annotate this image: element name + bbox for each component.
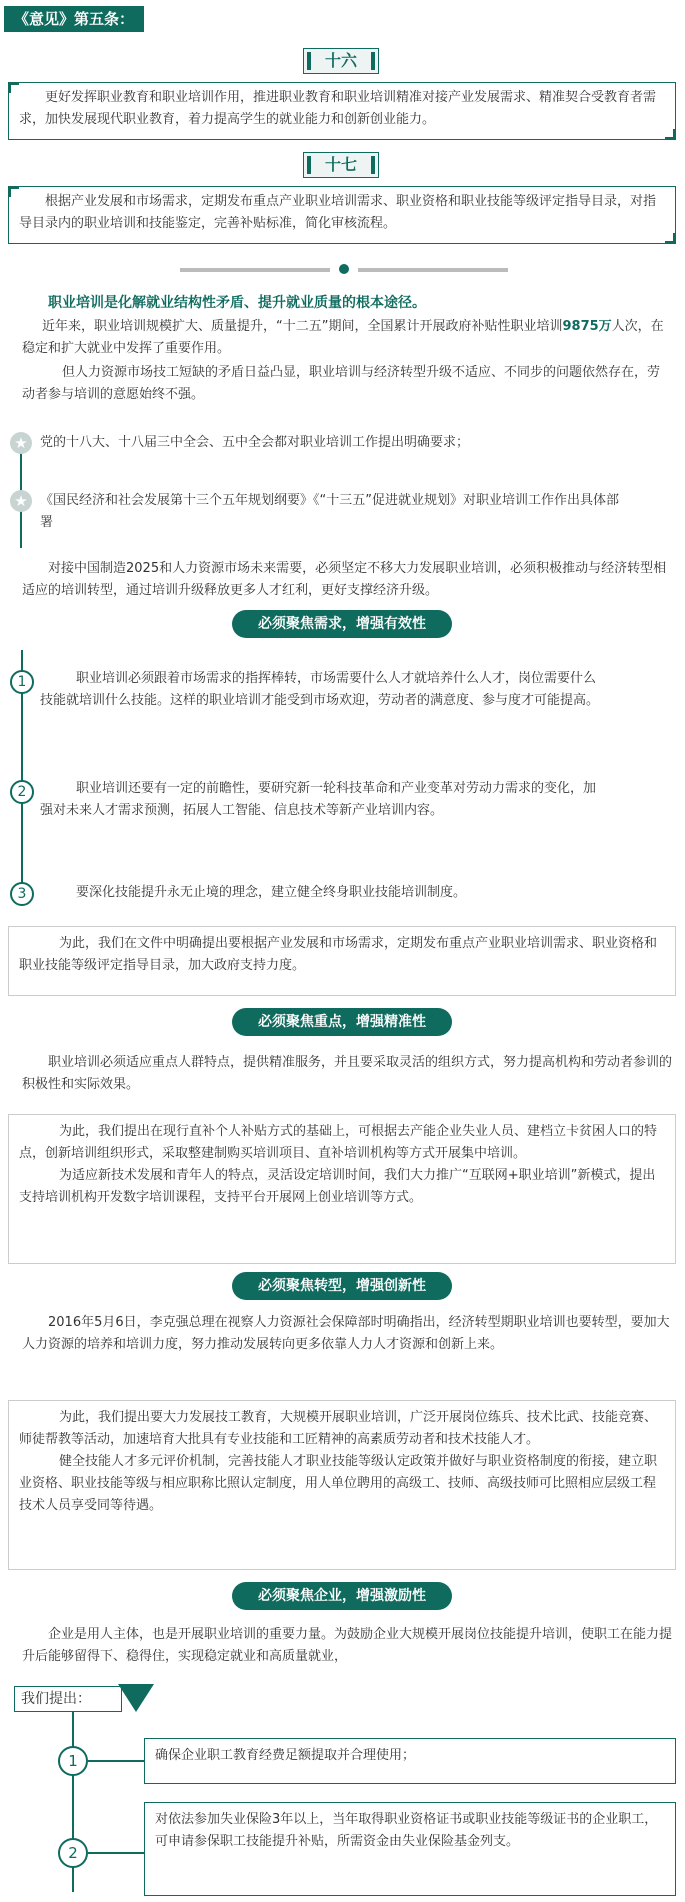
section-2-box-paragraph-1: 为此，我们提出在现行直补个人补贴方式的基础上，可根据去产能企业失业人员、建档立卡贫困人口的特点，创新培训组织形式，采取整建制购买培训项目、直补培训机构等方式开展集中培训。 xyxy=(19,1124,658,1161)
section-2-paragraph: 职业培训必须适应重点人群特点，提供精准服务，并且要采取灵活的组织方式，努力提高机构和劳动者参训的积极性和实际效果。 xyxy=(22,1055,673,1092)
connector-line xyxy=(88,1760,144,1762)
section-1-heading: 必须聚焦需求，增强有效性 xyxy=(232,610,452,638)
divider-dot xyxy=(339,264,349,274)
section-4-item-1: 确保企业职工教育经费足额提取并合理使用； xyxy=(144,1738,676,1784)
list-number: 1 xyxy=(10,670,34,694)
section-4-item-2: 对依法参加失业保险3年以上，当年取得职业资格证书或职业技能等级证书的企业职工，可申请参保职工技能提升补贴，所需资金由失业保险基金列支。 xyxy=(144,1802,676,1896)
list-number: 2 xyxy=(58,1838,88,1868)
section-1-item-1: 职业培训必须跟着市场需求的指挥棒转，市场需要什么人才就培养什么人才，岗位需要什么技能就培训什么技能。这样的职业培训才能受到市场欢迎，劳动者的满意度、参与度才可能提高。 xyxy=(40,671,600,708)
divider-left xyxy=(180,268,330,272)
section-2-heading: 必须聚焦重点，增强精准性 xyxy=(232,1008,452,1036)
section-1-box: 为此，我们在文件中明确提出要根据产业发展和市场需求，定期发布重点产业职业培训需求、职业资格和职业技能等级评定指导目录，加大政府支持力度。 xyxy=(8,926,676,996)
item-16-tag: 十六 xyxy=(303,48,379,74)
connector-line xyxy=(88,1852,144,1854)
section-4-heading: 必须聚焦企业，增强激励性 xyxy=(232,1582,452,1610)
section-3-paragraph: 2016年5月6日，李克强总理在视察人力资源社会保障部时明确指出，经济转型期职业培训也要转型，要加大人力资源的培养和培训力度，努力推动发展转向更多依靠人力人才资源和创新上来。 xyxy=(22,1315,670,1352)
intro-paragraph-2: 但人力资源市场技工短缺的矛盾日益凸显，职业培训与经济转型升级不适应、不同步的问题依然存在，劳动者参与培训的意愿始终不强。 xyxy=(22,365,661,402)
section-3-box-paragraph-2: 健全技能人才多元评价机制，完善技能人才职业技能等级认定政策并做好与职业资格制度的衔接，建立职业资格、职业技能等级与相应职称比照认定制度，用人单位聘用的高级工、技师、高级技师可比照相应层级工程技术人员享受同等待遇。 xyxy=(19,1454,658,1513)
section-2-box xyxy=(8,1114,676,1264)
section-1-item-2: 职业培训还要有一定的前瞻性，要研究新一轮科技革命和产业变革对劳动力需求的变化，加强对未来人才需求预测，拓展人工智能、信息技术等新产业培训内容。 xyxy=(40,781,597,818)
section-3-heading: 必须聚焦转型，增强创新性 xyxy=(232,1272,452,1300)
page-title: 《意见》第五条： xyxy=(4,6,144,32)
section-3-box xyxy=(8,1400,676,1570)
star-icon: ★ xyxy=(10,432,32,454)
we-propose-tag: 我们提出： xyxy=(14,1686,122,1712)
section-2-box-paragraph-2: 为适应新技术发展和青年人的特点，灵活设定培训时间，我们大力推广“互联网+职业培训”新模式，提出支持培训机构开发数字培训课程，支持平台开展网上创业培训等方式。 xyxy=(19,1168,656,1205)
triangle-down-icon xyxy=(118,1684,154,1712)
intro-lead: 职业培训是化解就业结构性矛盾、提升就业质量的根本途径。 xyxy=(48,295,426,311)
list-number: 3 xyxy=(10,882,34,906)
section-4-paragraph: 企业是用人主体，也是开展职业培训的重要力量。为鼓励企业大规模开展岗位技能提升培训，使职工在能力提升后能够留得下、稳得住，实现稳定就业和高质量就业， xyxy=(22,1627,673,1664)
section-1-item-3: 要深化技能提升永无止境的理念，建立健全终身职业技能培训制度。 xyxy=(76,885,467,900)
intro-star-2: 《国民经济和社会发展第十三个五年规划纲要》《“十三五”促进就业规划》对职业培训工作作出具体部署 xyxy=(40,493,619,530)
intro-paragraph-3: 对接中国制造2025和人力资源市场未来需要，必须坚定不移大力发展职业培训，必须积极推动与经济转型相适应的培训转型，通过培训升级释放更多人才红利，更好支撑经济升级。 xyxy=(22,561,667,598)
divider-right xyxy=(358,268,508,272)
list-number: 1 xyxy=(58,1746,88,1776)
section-3-box-paragraph-1: 为此，我们提出要大力发展技工教育，大规模开展职业培训，广泛开展岗位练兵、技术比武、技能竞赛、师徒帮教等活动，加速培育大批具有专业技能和工匠精神的高素质劳动者和技术技能人才。 xyxy=(19,1410,658,1447)
item-17-box: 根据产业发展和市场需求，定期发布重点产业职业培训需求、职业资格和职业技能等级评定指导目录，对指导目录内的职业培训和技能鉴定，完善补贴标准，简化审核流程。 xyxy=(8,186,676,244)
item-17-tag: 十七 xyxy=(303,152,379,178)
intro-paragraph-1: 近年来，职业培训规模扩大、质量提升，“十二五”期间，全国累计开展政府补贴性职业培训9875万人次，在稳定和扩大就业中发挥了重要作用。 xyxy=(22,319,664,356)
star-icon: ★ xyxy=(10,490,32,512)
intro-star-1: 党的十八大、十八届三中全会、五中全会都对职业培训工作提出明确要求； xyxy=(40,435,470,450)
list-number: 2 xyxy=(10,780,34,804)
item-16-box: 更好发挥职业教育和职业培训作用，推进职业教育和职业培训精准对接产业发展需求、精准契合受教育者需求，加快发展现代职业教育，着力提高学生的就业能力和创新创业能力。 xyxy=(8,82,676,140)
